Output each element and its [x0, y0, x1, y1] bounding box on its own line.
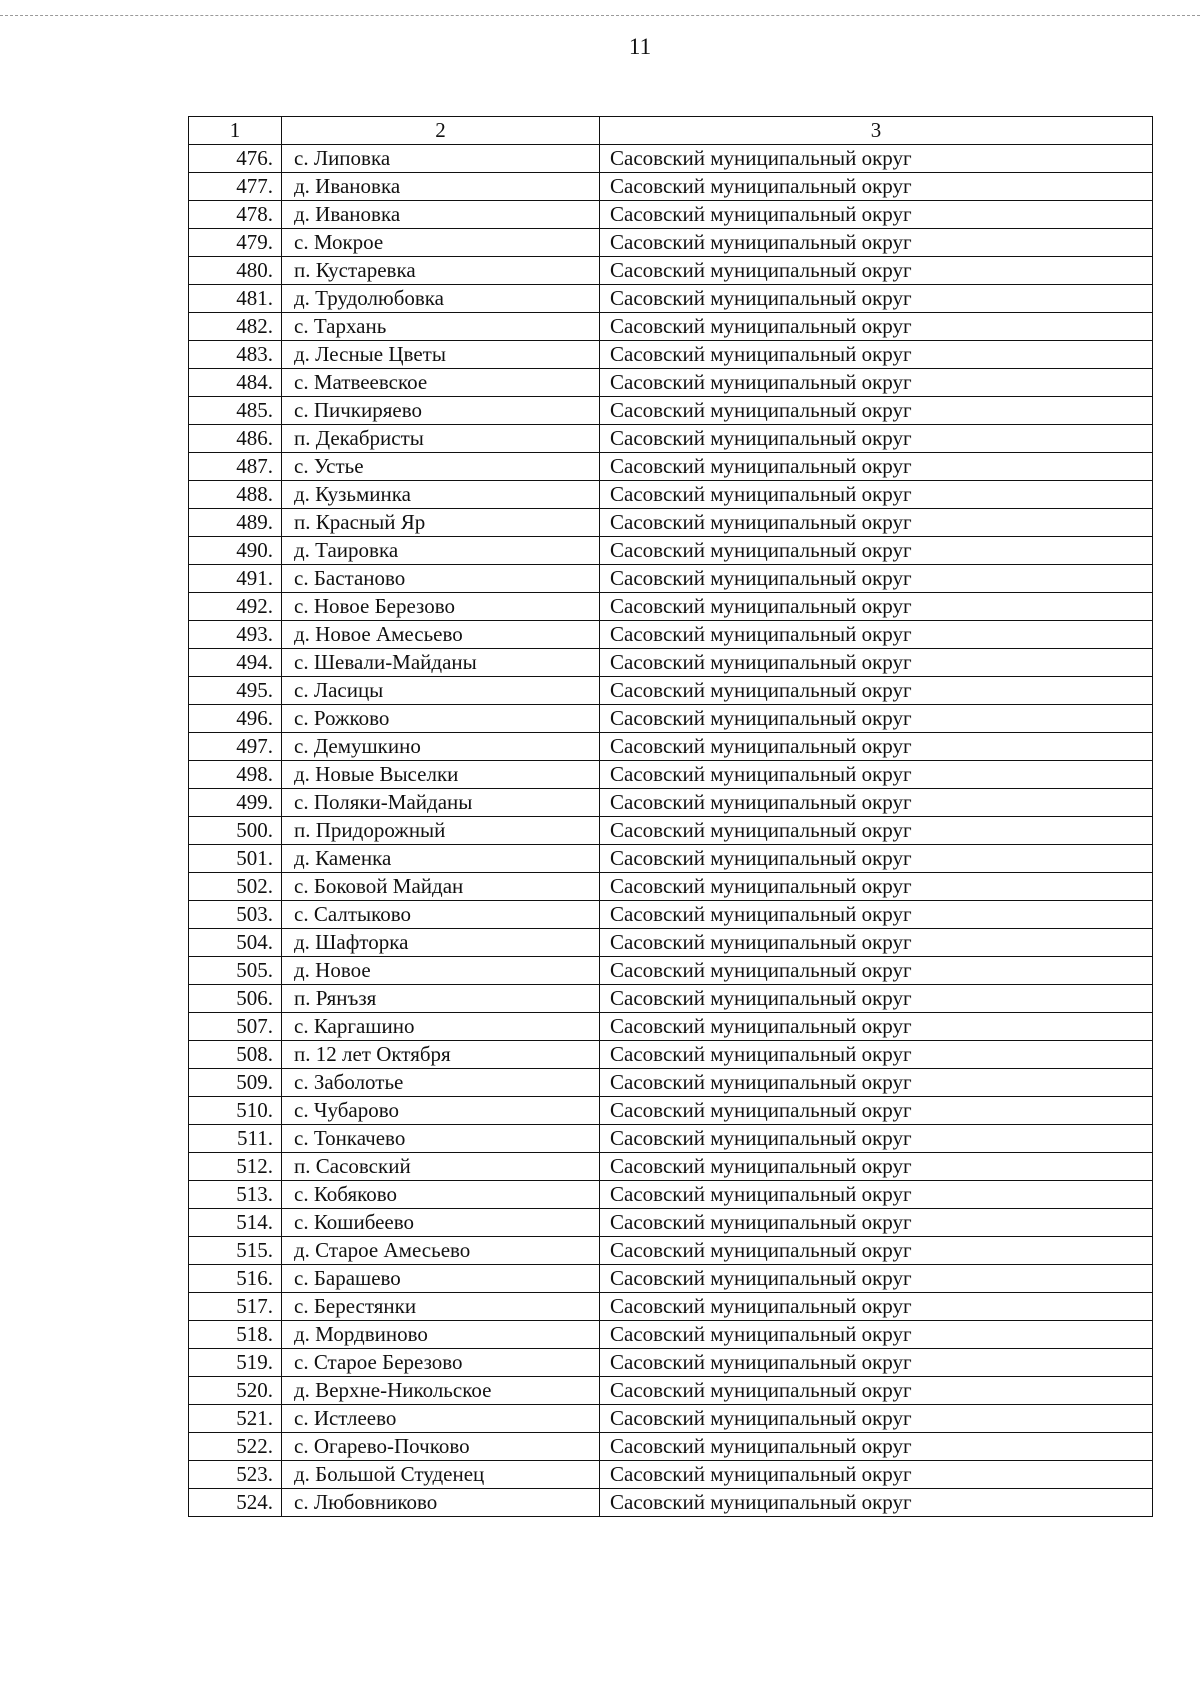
row-number-cell: 486.	[189, 425, 282, 453]
settlement-name-cell: п. Придорожный	[282, 817, 600, 845]
district-cell: Сасовский муниципальный округ	[600, 1461, 1153, 1489]
district-cell: Сасовский муниципальный округ	[600, 1069, 1153, 1097]
row-number-cell: 504.	[189, 929, 282, 957]
table-row	[189, 1041, 1153, 1069]
row-number-cell: 493.	[189, 621, 282, 649]
row-number-cell: 476.	[189, 145, 282, 173]
row-number-cell: 478.	[189, 201, 282, 229]
settlement-name-cell: п. Красный Яр	[282, 509, 600, 537]
row-number-cell: 505.	[189, 957, 282, 985]
row-number-cell: 518.	[189, 1321, 282, 1349]
table-row	[189, 145, 1153, 173]
table-row	[189, 957, 1153, 985]
table-row	[189, 845, 1153, 873]
settlement-name-cell: п. Рянъзя	[282, 985, 600, 1013]
table-row	[189, 257, 1153, 285]
table-row	[189, 1461, 1153, 1489]
table-row	[189, 789, 1153, 817]
settlement-name-cell: с. Любовниково	[282, 1489, 600, 1517]
row-number-cell: 519.	[189, 1349, 282, 1377]
row-number-cell: 516.	[189, 1265, 282, 1293]
district-cell: Сасовский муниципальный округ	[600, 1237, 1153, 1265]
table-row	[189, 173, 1153, 201]
district-cell: Сасовский муниципальный округ	[600, 621, 1153, 649]
row-number-cell: 491.	[189, 565, 282, 593]
row-number-cell: 485.	[189, 397, 282, 425]
settlement-name-cell: с. Кобяково	[282, 1181, 600, 1209]
district-cell: Сасовский муниципальный округ	[600, 1013, 1153, 1041]
settlement-name-cell: д. Шафторка	[282, 929, 600, 957]
district-cell: Сасовский муниципальный округ	[600, 1405, 1153, 1433]
district-cell: Сасовский муниципальный округ	[600, 1097, 1153, 1125]
settlement-name-cell: д. Ивановка	[282, 173, 600, 201]
row-number-cell: 484.	[189, 369, 282, 397]
table-row	[189, 1349, 1153, 1377]
district-cell: Сасовский муниципальный округ	[600, 397, 1153, 425]
row-number-cell: 498.	[189, 761, 282, 789]
row-number-cell: 500.	[189, 817, 282, 845]
table-row	[189, 761, 1153, 789]
settlement-name-cell: с. Кошибеево	[282, 1209, 600, 1237]
table-row	[189, 1069, 1153, 1097]
table-row	[189, 1405, 1153, 1433]
table-row	[189, 537, 1153, 565]
row-number-cell: 509.	[189, 1069, 282, 1097]
header-row	[189, 117, 1153, 145]
table-row	[189, 1153, 1153, 1181]
table-row	[189, 1125, 1153, 1153]
row-number-cell: 499.	[189, 789, 282, 817]
settlement-name-cell: д. Верхне-Никольское	[282, 1377, 600, 1405]
district-cell: Сасовский муниципальный округ	[600, 1489, 1153, 1517]
table-row	[189, 201, 1153, 229]
district-cell: Сасовский муниципальный округ	[600, 705, 1153, 733]
district-cell: Сасовский муниципальный округ	[600, 453, 1153, 481]
settlement-name-cell: с. Барашево	[282, 1265, 600, 1293]
district-cell: Сасовский муниципальный округ	[600, 1125, 1153, 1153]
district-cell: Сасовский муниципальный округ	[600, 1181, 1153, 1209]
settlement-name-cell: с. Рожково	[282, 705, 600, 733]
table-row	[189, 733, 1153, 761]
district-cell: Сасовский муниципальный округ	[600, 257, 1153, 285]
table-row	[189, 1181, 1153, 1209]
district-cell: Сасовский муниципальный округ	[600, 761, 1153, 789]
row-number-cell: 501.	[189, 845, 282, 873]
row-number-cell: 508.	[189, 1041, 282, 1069]
table-row	[189, 397, 1153, 425]
district-cell: Сасовский муниципальный округ	[600, 1265, 1153, 1293]
row-number-cell: 507.	[189, 1013, 282, 1041]
row-number-cell: 494.	[189, 649, 282, 677]
row-number-cell: 482.	[189, 313, 282, 341]
row-number-cell: 487.	[189, 453, 282, 481]
table-row	[189, 593, 1153, 621]
district-cell: Сасовский муниципальный округ	[600, 985, 1153, 1013]
row-number-cell: 477.	[189, 173, 282, 201]
settlement-name-cell: д. Старое Амесьево	[282, 1237, 600, 1265]
table-row	[189, 985, 1153, 1013]
district-cell: Сасовский муниципальный округ	[600, 229, 1153, 257]
settlement-name-cell: д. Трудолюбовка	[282, 285, 600, 313]
settlement-name-cell: п. Кустаревка	[282, 257, 600, 285]
row-number-cell: 515.	[189, 1237, 282, 1265]
row-number-cell: 506.	[189, 985, 282, 1013]
settlement-name-cell: д. Таировка	[282, 537, 600, 565]
row-number-cell: 521.	[189, 1405, 282, 1433]
district-cell: Сасовский муниципальный округ	[600, 285, 1153, 313]
district-cell: Сасовский муниципальный округ	[600, 789, 1153, 817]
table-row	[189, 1209, 1153, 1237]
settlement-name-cell: с. Пичкиряево	[282, 397, 600, 425]
settlement-name-cell: с. Салтыково	[282, 901, 600, 929]
district-cell: Сасовский муниципальный округ	[600, 901, 1153, 929]
settlement-name-cell: с. Чубарово	[282, 1097, 600, 1125]
settlement-name-cell: с. Боковой Майдан	[282, 873, 600, 901]
settlement-name-cell: с. Старое Березово	[282, 1349, 600, 1377]
table-body	[189, 145, 1153, 1517]
settlement-name-cell: с. Каргашино	[282, 1013, 600, 1041]
row-number-cell: 503.	[189, 901, 282, 929]
row-number-cell: 517.	[189, 1293, 282, 1321]
row-number-cell: 488.	[189, 481, 282, 509]
table-row	[189, 285, 1153, 313]
row-number-cell: 481.	[189, 285, 282, 313]
row-number-cell: 480.	[189, 257, 282, 285]
district-cell: Сасовский муниципальный округ	[600, 537, 1153, 565]
row-number-cell: 524.	[189, 1489, 282, 1517]
row-number-cell: 483.	[189, 341, 282, 369]
district-cell: Сасовский муниципальный округ	[600, 873, 1153, 901]
table-row	[189, 901, 1153, 929]
district-cell: Сасовский муниципальный округ	[600, 1433, 1153, 1461]
settlement-name-cell: с. Заболотье	[282, 1069, 600, 1097]
table-row	[189, 565, 1153, 593]
district-cell: Сасовский муниципальный округ	[600, 509, 1153, 537]
table-row	[189, 1013, 1153, 1041]
settlement-name-cell: д. Лесные Цветы	[282, 341, 600, 369]
settlement-name-cell: д. Кузьминка	[282, 481, 600, 509]
district-cell: Сасовский муниципальный округ	[600, 677, 1153, 705]
header-col-2: 2	[282, 117, 600, 145]
district-cell: Сасовский муниципальный округ	[600, 1209, 1153, 1237]
row-number-cell: 514.	[189, 1209, 282, 1237]
settlement-name-cell: д. Новые Выселки	[282, 761, 600, 789]
district-cell: Сасовский муниципальный округ	[600, 733, 1153, 761]
district-cell: Сасовский муниципальный округ	[600, 1041, 1153, 1069]
district-cell: Сасовский муниципальный округ	[600, 425, 1153, 453]
settlement-name-cell: с. Липовка	[282, 145, 600, 173]
table-row	[189, 1265, 1153, 1293]
district-cell: Сасовский муниципальный округ	[600, 1153, 1153, 1181]
table-row	[189, 369, 1153, 397]
settlement-name-cell: с. Ласицы	[282, 677, 600, 705]
table-row	[189, 1489, 1153, 1517]
table-row	[189, 817, 1153, 845]
table-header	[189, 117, 1153, 145]
row-number-cell: 496.	[189, 705, 282, 733]
table-row	[189, 341, 1153, 369]
district-cell: Сасовский муниципальный округ	[600, 1349, 1153, 1377]
district-cell: Сасовский муниципальный округ	[600, 1321, 1153, 1349]
row-number-cell: 520.	[189, 1377, 282, 1405]
district-cell: Сасовский муниципальный округ	[600, 593, 1153, 621]
settlement-name-cell: д. Мордвиново	[282, 1321, 600, 1349]
district-cell: Сасовский муниципальный округ	[600, 565, 1153, 593]
district-cell: Сасовский муниципальный округ	[600, 1293, 1153, 1321]
table-row	[189, 1237, 1153, 1265]
row-number-cell: 523.	[189, 1461, 282, 1489]
settlement-name-cell: с. Берестянки	[282, 1293, 600, 1321]
settlements-table	[188, 116, 1153, 1517]
table-row	[189, 1321, 1153, 1349]
table-row	[189, 453, 1153, 481]
table-row	[189, 621, 1153, 649]
table-row	[189, 229, 1153, 257]
district-cell: Сасовский муниципальный округ	[600, 145, 1153, 173]
row-number-cell: 497.	[189, 733, 282, 761]
settlement-name-cell: с. Новое Березово	[282, 593, 600, 621]
row-number-cell: 512.	[189, 1153, 282, 1181]
settlement-name-cell: с. Матвеевское	[282, 369, 600, 397]
table-row	[189, 1433, 1153, 1461]
row-number-cell: 511.	[189, 1125, 282, 1153]
settlement-name-cell: д. Большой Студенец	[282, 1461, 600, 1489]
district-cell: Сасовский муниципальный округ	[600, 817, 1153, 845]
district-cell: Сасовский муниципальный округ	[600, 957, 1153, 985]
settlement-name-cell: с. Тонкачево	[282, 1125, 600, 1153]
settlement-name-cell: п. Сасовский	[282, 1153, 600, 1181]
row-number-cell: 490.	[189, 537, 282, 565]
row-number-cell: 522.	[189, 1433, 282, 1461]
district-cell: Сасовский муниципальный округ	[600, 173, 1153, 201]
table-row	[189, 705, 1153, 733]
district-cell: Сасовский муниципальный округ	[600, 649, 1153, 677]
settlement-name-cell: с. Бастаново	[282, 565, 600, 593]
settlement-name-cell: с. Мокрое	[282, 229, 600, 257]
table-row	[189, 1097, 1153, 1125]
table-row	[189, 649, 1153, 677]
district-cell: Сасовский муниципальный округ	[600, 1377, 1153, 1405]
district-cell: Сасовский муниципальный округ	[600, 313, 1153, 341]
scan-edge-line	[0, 15, 1200, 16]
settlement-name-cell: д. Каменка	[282, 845, 600, 873]
table-row	[189, 481, 1153, 509]
district-cell: Сасовский муниципальный округ	[600, 369, 1153, 397]
row-number-cell: 489.	[189, 509, 282, 537]
settlement-name-cell: п. 12 лет Октября	[282, 1041, 600, 1069]
settlement-name-cell: д. Ивановка	[282, 201, 600, 229]
header-col-3: 3	[600, 117, 1153, 145]
row-number-cell: 492.	[189, 593, 282, 621]
district-cell: Сасовский муниципальный округ	[600, 201, 1153, 229]
row-number-cell: 510.	[189, 1097, 282, 1125]
settlement-name-cell: с. Огарево-Почково	[282, 1433, 600, 1461]
table-row	[189, 1377, 1153, 1405]
table-row	[189, 425, 1153, 453]
row-number-cell: 502.	[189, 873, 282, 901]
row-number-cell: 479.	[189, 229, 282, 257]
header-col-1: 1	[189, 117, 282, 145]
row-number-cell: 495.	[189, 677, 282, 705]
table-row	[189, 313, 1153, 341]
table-row	[189, 509, 1153, 537]
settlement-name-cell: с. Поляки-Майданы	[282, 789, 600, 817]
settlement-name-cell: с. Шевали-Майданы	[282, 649, 600, 677]
table-row	[189, 677, 1153, 705]
row-number-cell: 513.	[189, 1181, 282, 1209]
table-row	[189, 1293, 1153, 1321]
district-cell: Сасовский муниципальный округ	[600, 929, 1153, 957]
table-row	[189, 929, 1153, 957]
district-cell: Сасовский муниципальный округ	[600, 341, 1153, 369]
district-cell: Сасовский муниципальный округ	[600, 481, 1153, 509]
settlement-name-cell: д. Новое	[282, 957, 600, 985]
settlement-name-cell: п. Декабристы	[282, 425, 600, 453]
settlement-name-cell: с. Тархань	[282, 313, 600, 341]
settlement-name-cell: с. Демушкино	[282, 733, 600, 761]
table-row	[189, 873, 1153, 901]
settlement-name-cell: д. Новое Амесьево	[282, 621, 600, 649]
district-cell: Сасовский муниципальный округ	[600, 845, 1153, 873]
settlement-name-cell: с. Истлеево	[282, 1405, 600, 1433]
page-number: 11	[628, 34, 652, 59]
settlement-name-cell: с. Устье	[282, 453, 600, 481]
